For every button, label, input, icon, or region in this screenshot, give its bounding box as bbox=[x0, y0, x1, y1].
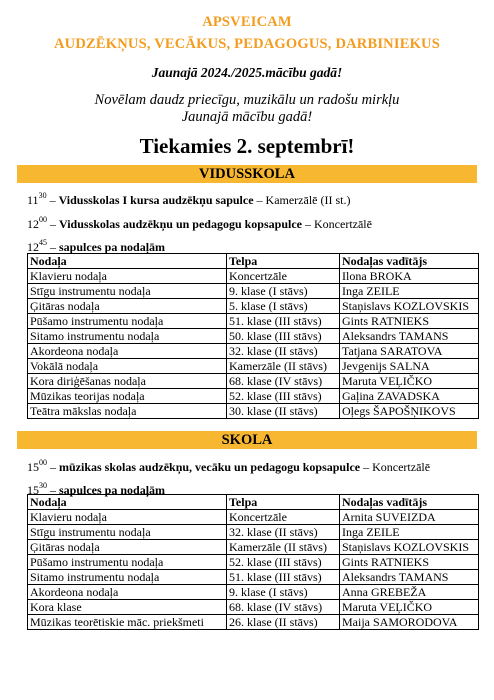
room-cell: 51. klase (III stāvs) bbox=[227, 570, 340, 585]
room-cell: 50. klase (III stāvs) bbox=[227, 329, 340, 344]
room-cell: 5. klase (I stāvs) bbox=[227, 299, 340, 314]
table-row bbox=[28, 510, 479, 525]
room-cell: 52. klase (III stāvs) bbox=[227, 389, 340, 404]
event-minutes: 00 bbox=[39, 458, 47, 467]
table-header-row bbox=[28, 495, 479, 510]
column-header-department: Nodaļa bbox=[28, 254, 227, 269]
column-header-room: Telpa bbox=[227, 254, 340, 269]
head-cell: Tatjana SARATOVA bbox=[340, 344, 479, 359]
event-title: sapulces pa nodaļām bbox=[59, 240, 166, 254]
head-cell: Gints RATNIEKS bbox=[340, 314, 479, 329]
department-cell: Teātra mākslas nodaļa bbox=[28, 404, 227, 419]
head-cell: Gaļina ZAVADSKA bbox=[340, 389, 479, 404]
head-cell: Aleksandrs TAMANS bbox=[340, 329, 479, 344]
event-line bbox=[27, 216, 372, 232]
event-hour: 12 bbox=[27, 240, 39, 254]
table-row bbox=[28, 284, 479, 299]
head-cell: Aleksandrs TAMANS bbox=[340, 570, 479, 585]
event-title: Vidusskolas I kursa audzēkņu sapulce bbox=[58, 193, 254, 207]
room-cell: 52. klase (III stāvs) bbox=[227, 555, 340, 570]
room-cell: Koncertzāle bbox=[227, 269, 340, 284]
table-row bbox=[28, 570, 479, 585]
department-cell: Sitamo instrumentu nodaļa bbox=[28, 570, 227, 585]
room-cell: 9. klase (I stāvs) bbox=[227, 284, 340, 299]
event-location: – Kamerzālē (II st.) bbox=[253, 193, 351, 207]
head-cell: Staņislavs KOZLOVSKIS bbox=[340, 540, 479, 555]
greeting-line-1: APSVEICAM bbox=[202, 14, 292, 30]
room-cell: 32. klase (II stāvs) bbox=[227, 344, 340, 359]
department-cell: Stīgu instrumentu nodaļa bbox=[28, 525, 227, 540]
table-row bbox=[28, 329, 479, 344]
column-header-room: Telpa bbox=[227, 495, 340, 510]
room-cell: 68. klase (IV stāvs) bbox=[227, 374, 340, 389]
skola-departments-table bbox=[27, 494, 479, 630]
department-cell: Akordeona nodaļa bbox=[28, 585, 227, 600]
table-row bbox=[28, 404, 479, 419]
table-row bbox=[28, 600, 479, 615]
table-row bbox=[28, 585, 479, 600]
table-row bbox=[28, 389, 479, 404]
event-minutes: 45 bbox=[39, 238, 47, 247]
room-cell: 9. klase (I stāvs) bbox=[227, 585, 340, 600]
event-title: Vidusskolas audzēkņu un pedagogu kopsapulce bbox=[59, 217, 302, 231]
table-header-row bbox=[28, 254, 479, 269]
event-dash: – bbox=[47, 483, 59, 497]
head-cell: Anna GREBEŽA bbox=[340, 585, 479, 600]
department-cell: Kora diriģēšanas nodaļa bbox=[28, 374, 227, 389]
table-row bbox=[28, 555, 479, 570]
event-line bbox=[27, 459, 430, 475]
school-year-line: Jaunajā 2024./2025.mācību gadā! bbox=[151, 65, 343, 80]
room-cell: 32. klase (II stāvs) bbox=[227, 525, 340, 540]
room-cell: 51. klase (III stāvs) bbox=[227, 314, 340, 329]
room-cell: 30. klase (II stāvs) bbox=[227, 404, 340, 419]
event-dash: – bbox=[47, 217, 59, 231]
event-location: – Koncertzālē bbox=[360, 460, 431, 474]
department-cell: Stīgu instrumentu nodaļa bbox=[28, 284, 227, 299]
event-minutes: 30 bbox=[38, 191, 47, 200]
meeting-date-heading: Tiekamies 2. septembrī! bbox=[139, 134, 355, 158]
table-row bbox=[28, 299, 479, 314]
head-cell: Ilona BROKA bbox=[340, 269, 479, 284]
table-row bbox=[28, 615, 479, 630]
table-row bbox=[28, 540, 479, 555]
room-cell: 68. klase (IV stāvs) bbox=[227, 600, 340, 615]
department-cell: Mūzikas teorētiskie māc. priekšmeti bbox=[28, 615, 227, 630]
table-row bbox=[28, 314, 479, 329]
wish-line-1: Novēlam daudz priecīgu, muzikālu un radošu mirkļu bbox=[94, 92, 400, 108]
room-cell: Kamerzāle (II stāvs) bbox=[227, 359, 340, 374]
event-dash: – bbox=[47, 240, 59, 254]
department-cell: Klavieru nodaļa bbox=[28, 510, 227, 525]
table-row bbox=[28, 344, 479, 359]
head-cell: Staņislavs KOZLOVSKIS bbox=[340, 299, 479, 314]
event-title: sapulces pa nodaļām bbox=[59, 483, 166, 497]
table-row bbox=[28, 359, 479, 374]
head-cell: Oļegs ŠAPOŠŅIKOVS bbox=[340, 404, 479, 419]
department-cell: Kora klase bbox=[28, 600, 227, 615]
table-row bbox=[28, 525, 479, 540]
event-hour: 15 bbox=[27, 460, 39, 474]
department-cell: Klavieru nodaļa bbox=[28, 269, 227, 284]
section-bar-vidusskola: VIDUSSKOLA bbox=[17, 165, 477, 183]
event-minutes: 30 bbox=[39, 481, 47, 490]
head-cell: Gints RATNIEKS bbox=[340, 555, 479, 570]
table-row bbox=[28, 269, 479, 284]
greeting-line-2: AUDZĒKŅUS, VECĀKUS, PEDAGOGUS, DARBINIEKUS bbox=[53, 36, 440, 52]
head-cell: Jevgenijs SALNA bbox=[340, 359, 479, 374]
department-cell: Vokālā nodaļa bbox=[28, 359, 227, 374]
event-hour: 15 bbox=[27, 483, 39, 497]
vidusskola-departments-table bbox=[27, 253, 479, 419]
room-cell: Kamerzāle (II stāvs) bbox=[227, 540, 340, 555]
department-cell: Sitamo instrumentu nodaļa bbox=[28, 329, 227, 344]
room-cell: Koncertzāle bbox=[227, 510, 340, 525]
event-line bbox=[27, 192, 350, 208]
department-cell: Ģitāras nodaļa bbox=[28, 299, 227, 314]
event-dash: – bbox=[46, 193, 59, 207]
wish-line-2: Jaunajā mācību gadā! bbox=[181, 109, 313, 125]
event-hour: 11 bbox=[27, 193, 39, 207]
section-bar-skola: SKOLA bbox=[17, 431, 477, 449]
event-dash: – bbox=[47, 460, 59, 474]
room-cell: 26. klase (II stāvs) bbox=[227, 615, 340, 630]
head-cell: Maruta VEĻIČKO bbox=[340, 374, 479, 389]
department-cell: Ģitāras nodaļa bbox=[28, 540, 227, 555]
department-cell: Mūzikas teorijas nodaļa bbox=[28, 389, 227, 404]
head-cell: Inga ZEILE bbox=[340, 284, 479, 299]
head-cell: Arnita SUVEIZDA bbox=[340, 510, 479, 525]
event-title: mūzikas skolas audzēkņu, vecāku un pedagogu kopsapulce bbox=[59, 460, 361, 474]
department-cell: Akordeona nodaļa bbox=[28, 344, 227, 359]
event-hour: 12 bbox=[27, 217, 39, 231]
column-header-head: Nodaļas vadītājs bbox=[340, 495, 479, 510]
department-cell: Pūšamo instrumentu nodaļa bbox=[28, 314, 227, 329]
column-header-head: Nodaļas vadītājs bbox=[340, 254, 479, 269]
head-cell: Maija SAMORODOVA bbox=[340, 615, 479, 630]
event-minutes: 00 bbox=[39, 215, 47, 224]
column-header-department: Nodaļa bbox=[28, 495, 227, 510]
event-location: – Koncertzālē bbox=[302, 217, 372, 231]
head-cell: Inga ZEILE bbox=[340, 525, 479, 540]
head-cell: Maruta VEĻIČKO bbox=[340, 600, 479, 615]
department-cell: Pūšamo instrumentu nodaļa bbox=[28, 555, 227, 570]
table-row bbox=[28, 374, 479, 389]
